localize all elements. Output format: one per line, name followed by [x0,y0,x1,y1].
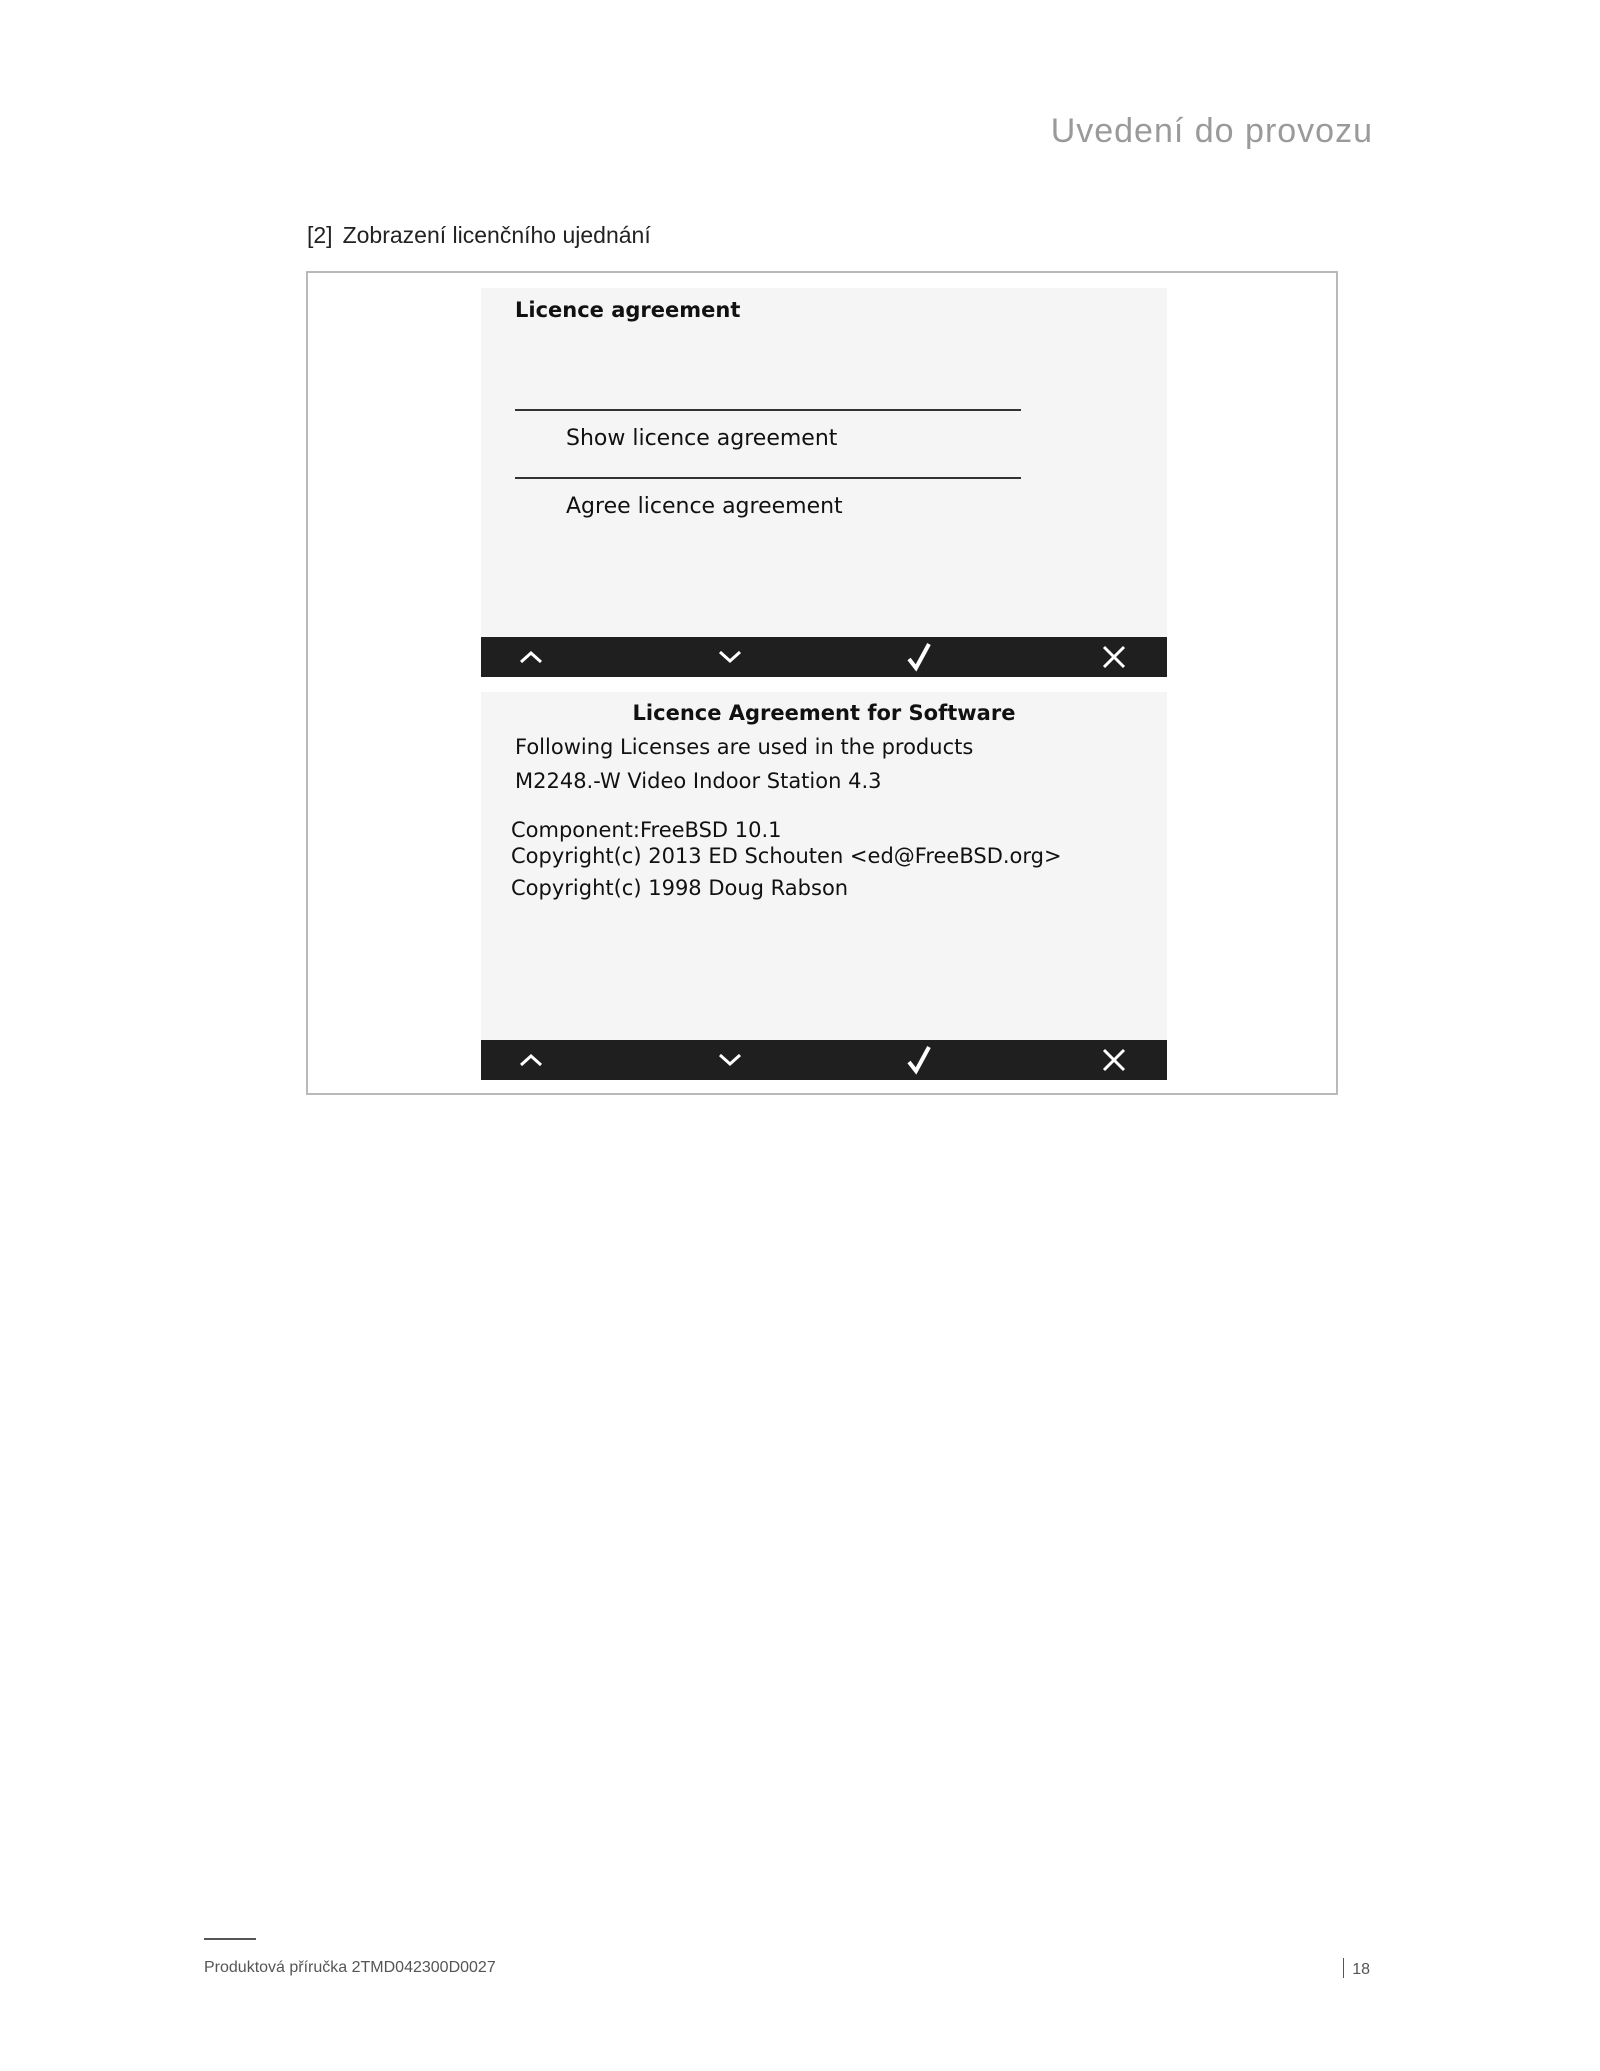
licence-text-line: Following Licenses are used in the products [515,735,974,759]
close-icon [1100,643,1128,671]
close-icon [1100,1046,1128,1074]
licence-text-screen [481,692,1167,1080]
figure-frame [306,271,1338,1095]
chevron-up-icon [517,1050,545,1070]
licence-text-line: Component:FreeBSD 10.1 [511,818,782,842]
chevron-down-icon [716,1050,744,1070]
close-button[interactable] [1094,1040,1134,1080]
check-icon [905,1044,933,1076]
footer-rule [204,1938,256,1940]
check-icon [905,641,933,673]
licence-menu-screen [481,288,1167,677]
chevron-up-icon [517,647,545,667]
figure-number: [2] [307,222,333,248]
up-button[interactable] [511,637,551,677]
down-button[interactable] [710,637,750,677]
figure-caption [307,222,651,249]
confirm-button[interactable] [899,1040,939,1080]
menu-item-show-licence[interactable]: Show licence agreement [566,426,838,451]
section-title: Uvedení do provozu [1050,112,1373,150]
down-button[interactable] [710,1040,750,1080]
screen-title: Licence Agreement for Software [632,701,1016,725]
page-number [1343,1958,1370,1979]
confirm-button[interactable] [899,637,939,677]
page-number-separator [1343,1958,1344,1978]
screen-title: Licence agreement [515,298,741,322]
licence-text-line: M2248.-W Video Indoor Station 4.3 [515,769,882,793]
menu-divider [515,409,1021,411]
menu-item-agree-licence[interactable]: Agree licence agreement [566,494,843,519]
licence-text-line: Copyright(c) 2013 ED Schouten <ed@FreeBSD.org> [511,844,1062,868]
page-number-value: 18 [1352,1961,1370,1978]
navigation-bar [481,637,1167,677]
chevron-down-icon [716,647,744,667]
navigation-bar [481,1040,1167,1080]
up-button[interactable] [511,1040,551,1080]
licence-text-line: Copyright(c) 1998 Doug Rabson [511,876,849,900]
footer-document-title: Produktová příručka 2TMD042300D0027 [204,1959,496,1976]
figure-caption-text: Zobrazení licenčního ujednání [342,222,651,248]
close-button[interactable] [1094,637,1134,677]
menu-divider [515,477,1021,479]
